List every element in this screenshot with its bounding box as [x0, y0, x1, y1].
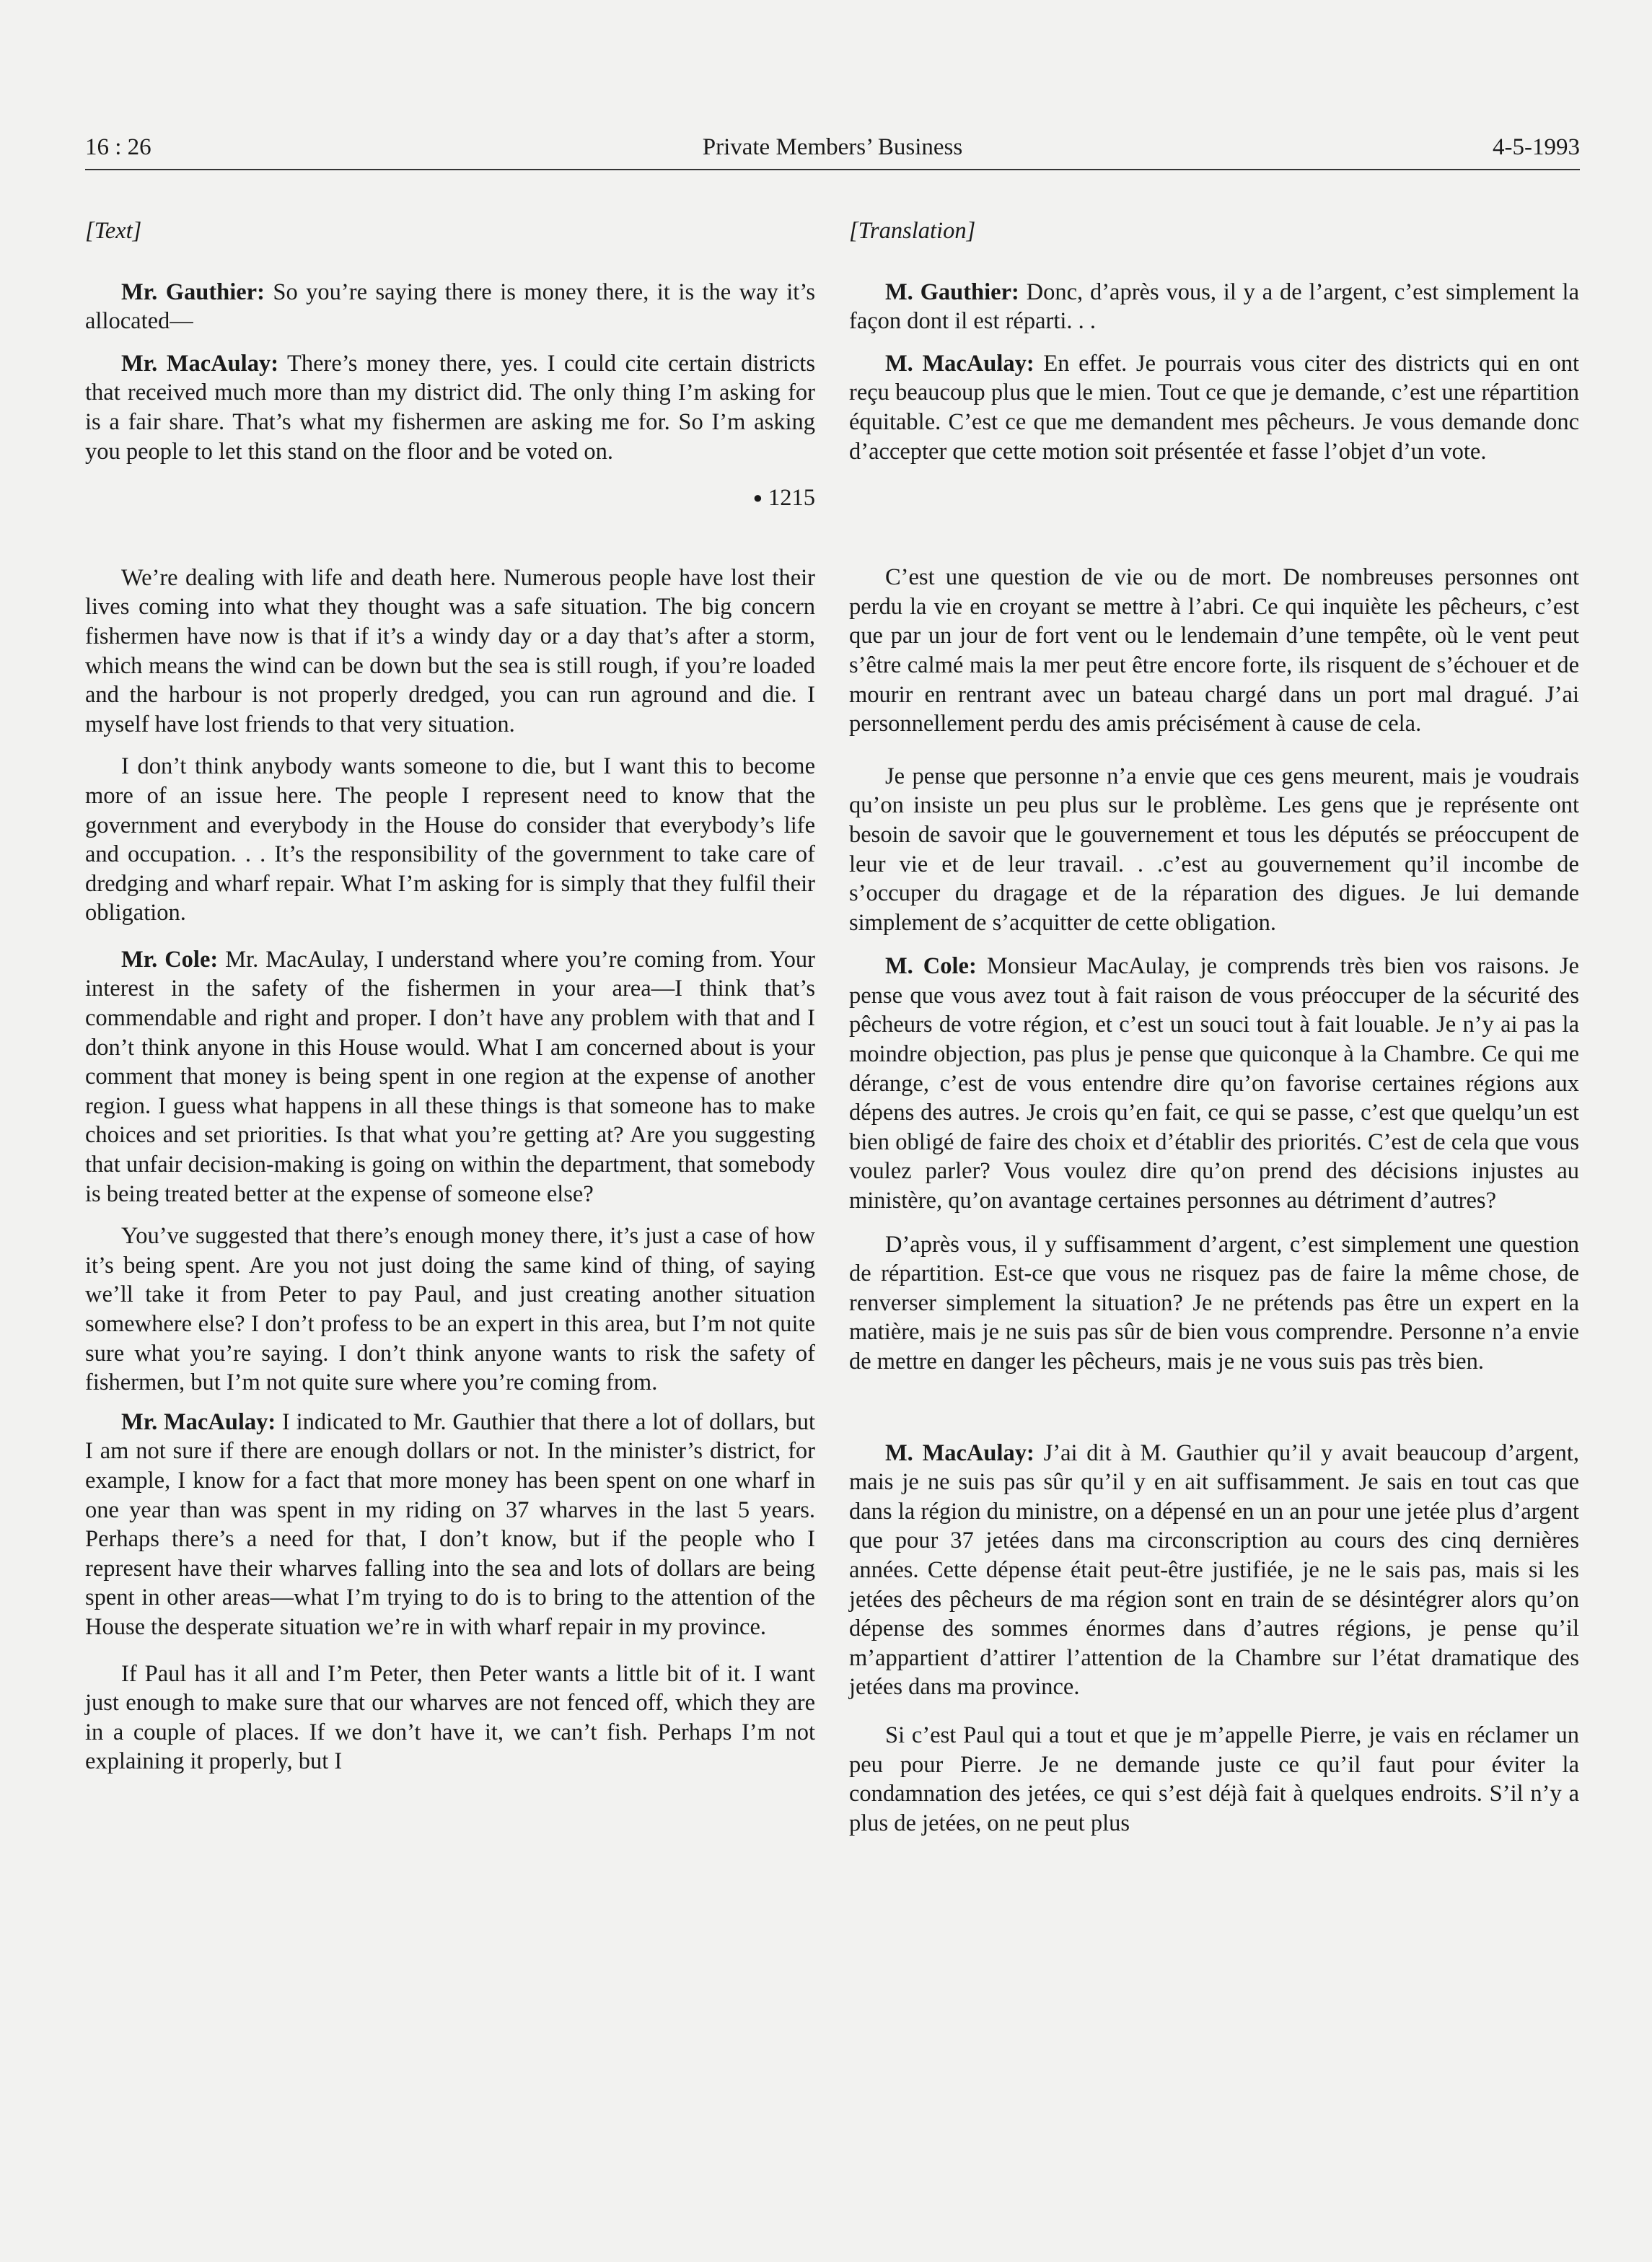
paragraph-text: I don’t think anybody wants someone to die, but I want this to become more of an issue here. The people I represent need to know that the government and everybody in the House do consider that everybody’s life and occupation. . . It’s the responsibility of the government to take care of dredging and wharf repair. What I’m asking for is simply that they fulfil their obligation.: [85, 753, 815, 926]
paragraph-text: Donc, d’après vous, il y a de l’argent, c’est simplement la façon dont il est réparti. . .: [849, 279, 1579, 335]
page-header: [85, 130, 1580, 170]
paragraph-text: We’re dealing with life and death here. Numerous people have lost their lives coming into what they thought was a safe situation. The big concern fishermen have now is that if it’s a windy day or a day that’s after a storm, which means the wind can be down but the sea is still rough, if you’re loaded and the harbour is not properly dredged, you can run aground and die. I myself have lost friends to that very situation.: [85, 564, 815, 737]
paragraph: [849, 1721, 1579, 1838]
paragraph: [85, 564, 815, 740]
paragraph-text: You’ve suggested that there’s enough money there, it’s just a case of how it’s being spent. Are you not just doing the same kind of thing, of saying we’ll take it from Peter to pay Paul, and just creating another situation somewhere else? I don’t profess to be an expert in this area, but I’m not quite sure what you’re saying. I don’t think anyone wants to risk the safety of fishermen, but I’m not quite sure where you’re coming from.: [85, 1223, 815, 1396]
speaker-name: M. Gauthier:: [885, 279, 1019, 305]
paragraph-text: Je pense que personne n’a envie que ces gens meurent, mais je voudrais qu’on insiste un peu plus sur le problème. Les gens que je représente ont besoin de savoir que le gouvernement et tous les députés se préoccupent de leur vie et de leur travail. . .c’est au gouvernement qu’il incombe de s’occuper du dragage et de la réparation des digues. Je lui demande simplement de s’acquitter de cette obligation.: [849, 763, 1579, 936]
paragraph-text: Monsieur MacAulay, je comprends très bien vos raisons. Je pense que vous avez tout à fait raison de vous préoccuper de la sécurité des pêcheurs de votre région, et c’est un souci tout à fait louable. Je n’y ai pas la moindre objection, pas plus je pense que quiconque à la Chambre. Ce qui me dérange, c’est de vous entendre dire qu’on favorise certaines régions aux dépens des autres. Je crois qu’en fait, ce qui se passe, c’est que quelqu’un est bien obligé de faire des choix et d’établir des priorités. C’est de cela que vous voulez parler? Vous voulez dire qu’on prend des décisions injustes au ministère, qu’on avantage certaines personnes au détriment d’autres?: [849, 953, 1579, 1214]
paragraph: [85, 1222, 815, 1398]
paragraph: [849, 952, 1579, 1215]
paragraph-text: Mr. MacAulay, I understand where you’re coming from. Your interest in the safety of the fishermen in your area—I think that’s commendable and right and proper. I don’t have any problem with that and I don’t think anyone in this House would. What I am concerned about is your comment that money is being spent in one region at the expense of another region. I guess what happens in all these things is that someone has to make choices and set priorities. Is that what you’re getting at? Are you suggesting that unfair decision-making is going on within the department, that somebody is being treated better at the expense of someone else?: [85, 946, 815, 1207]
paragraph-text: So you’re saying there is money there, it is the way it’s allocated—: [85, 279, 816, 335]
paragraph-text: If Paul has it all and I’m Peter, then Peter wants a little bit of it. I want just enough to make sure that our wharves are not fenced off, which they are in a couple of places. If we don’t have it, we can’t fish. Perhaps I’m not explaining it properly, but I: [85, 1660, 815, 1775]
time-value: 1215: [768, 485, 815, 512]
bullet-icon: ●: [752, 488, 763, 507]
paragraph: [85, 752, 815, 928]
paragraph-text: En effet. Je pourrais vous citer des districts qui en ont reçu beaucoup plus que le mien. Tout ce que je demande, c’est une répartition équitable. C’est ce que me demandent mes pêcheurs. Je vous demande donc d’accepter que cette motion soit présentée et fasse l’objet d’un vote.: [849, 350, 1579, 465]
paragraph-text: C’est une question de vie ou de mort. De nombreuses personnes ont perdu la vie en croyant se mettre à l’abri. Ce qui inquiète les pêcheurs, c’est que par un jour de fort vent ou le lendemain d’une tempête, où le vent peut s’être calmé mais la mer peut être encore forte, ils risquent de s’échouer et de mourir en rentrant avec un bateau chargé dans un port mal dragué. J’ai personnellement perdu des amis précisément à cause de cela.: [849, 564, 1579, 737]
speaker-name: Mr. MacAulay:: [121, 350, 279, 377]
paragraph-text: I indicated to Mr. Gauthier that there a lot of dollars, but I am not sure if there are enough dollars or not. In the minister’s district, for example, I know for a fact that more money has been spent on one wharf in one year than was spent in my riding on 37 wharves in the last 5 years. Perhaps there’s a need for that, I don’t know, but if the people who I represent have their wharves falling into the sea and lots of dollars are being spent in other areas—what I’m trying to do is to bring to the attention of the House the desperate situation we’re in with wharf repair in my province.: [85, 1408, 815, 1640]
header-date: 4-5-1993: [1493, 134, 1580, 160]
paragraph: [849, 762, 1579, 938]
text-marker: [Text]: [85, 218, 142, 244]
paragraph: [849, 278, 1579, 336]
speaker-name: M. MacAulay:: [885, 1439, 1034, 1466]
speaker-name: M. Cole:: [885, 953, 977, 980]
paragraph: [85, 945, 815, 1209]
french-column: [849, 216, 1579, 1838]
speaker-name: Mr. MacAulay:: [121, 1408, 276, 1435]
paragraph-text: J’ai dit à M. Gauthier qu’il y avait beaucoup d’argent, mais je ne suis pas sûr qu’il y en ait suffisamment. Je sais en tout cas que dans la région du ministre, on a dépensé en un an pour une jetée plus d’argent que pour 37 jetées dans ma circonscription au cours des cinq dernières années. Cette dépense était peut-être justifiée, je ne le sais pas, mais si les jetées des pêcheurs de ma région sont en train de se désintégrer alors qu’on dépense des sommes énormes dans d’autres régions, je pense qu’il m’appartient d’attirer l’attention de la Chambre sur l’état dramatique des jetées dans ma province.: [849, 1439, 1579, 1701]
page-number: 16 : 26: [85, 134, 151, 160]
paragraph-text: Si c’est Paul qui a tout et que je m’appelle Pierre, je vais en réclamer un peu pour Pierre. Je ne demande juste ce qu’il faut pour éviter la condamnation des jetées, ce qui s’est déjà fait à quelques endroits. S’il n’y a plus de jetées, on ne peut plus: [849, 1722, 1579, 1836]
time-marker: [85, 483, 815, 513]
speaker-name: M. MacAulay:: [885, 350, 1034, 377]
paragraph: [85, 349, 815, 466]
paragraph: [85, 1660, 815, 1776]
paragraph: [849, 349, 1579, 466]
paragraph-text: There’s money there, yes. I could cite certain districts that received much more than my district did. The only thing I’m asking for is a fair share. That’s what my fishermen are asking me for. So I’m asking you people to let this stand on the floor and be voted on.: [85, 350, 815, 465]
paragraph: [85, 1408, 815, 1642]
paragraph: [85, 278, 815, 336]
english-column: [85, 216, 815, 1776]
paragraph: [849, 1439, 1579, 1702]
paragraph: [849, 1230, 1579, 1377]
paragraph-text: D’après vous, il y suffisamment d’argent, c’est simplement une question de répartition. Est-ce que vous ne risquez pas de faire la même chose, de renverser simplement la situation? Je ne prétends pas être un expert en la matière, mais je ne suis pas sûr de bien vous comprendre. Personne n’a envie de mettre en danger les pêcheurs, mais je ne vous suis pas très bien.: [849, 1231, 1579, 1375]
paragraph: [849, 563, 1579, 739]
translation-marker: [Translation]: [849, 218, 976, 244]
speaker-name: Mr. Gauthier:: [121, 279, 265, 305]
header-title: Private Members’ Business: [702, 134, 963, 160]
speaker-name: Mr. Cole:: [121, 946, 219, 973]
